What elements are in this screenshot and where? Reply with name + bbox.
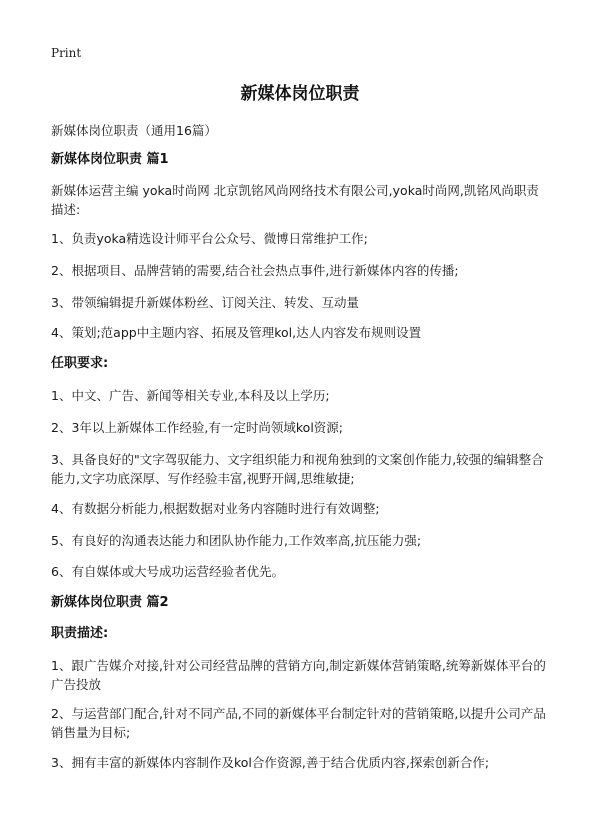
section2-duty-2: 2、与运营部门配合,针对不同产品,不同的新媒体平台制定针对的营销策略,以提升公司产品销售量为目标; (51, 706, 546, 740)
section1-description: 新媒体运营主编 yoka时尚网 北京凯铭风尚网络技术有限公司,yoka时尚网,凯铭风尚职责描述: (51, 183, 539, 217)
section2-duty-3: 3、拥有丰富的新媒体内容制作及kol合作资源,善于结合优质内容,探索创新合作; (51, 755, 490, 770)
print-label: Print (51, 46, 82, 60)
requirement-4: 4、有数据分析能力,根据数据对业务内容随时进行有效调整; (51, 501, 380, 516)
requirement-2: 2、3年以上新媒体工作经验,有一定时尚领域kol资源; (51, 420, 344, 435)
requirement-3: 3、具备良好的"文字驾驭能力、文字组织能力和视角独到的文案创作能力,较强的编辑整合能力,文字功底深厚、写作经验丰富,视野开阔,思维敏捷; (51, 452, 544, 486)
document-title: 新媒体岗位职责 (240, 84, 360, 104)
section2-heading: 新媒体岗位职责 篇2 (51, 595, 169, 610)
section2-duty-1: 1、跟广告媒介对接,针对公司经营品牌的营销方向,制定新媒体营销策略,统筹新媒体平台的广告投放 (51, 658, 546, 692)
section1-heading: 新媒体岗位职责 篇1 (51, 152, 169, 167)
section1-duty-1: 1、负责yoka精选设计师平台公众号、微博日常维护工作; (51, 231, 368, 246)
section1-duty-2: 2、根据项目、品牌营销的需要,结合社会热点事件,进行新媒体内容的传播; (51, 263, 459, 278)
section1-duty-4: 4、策划;范app中主题内容、拓展及管理kol,达人内容发布规则设置 (51, 325, 422, 340)
requirement-1: 1、中文、广告、新闻等相关专业,本科及以上学历; (51, 388, 330, 403)
requirement-5: 5、有良好的沟通表达能力和团队协作能力,工作效率高,抗压能力强; (51, 533, 422, 548)
requirement-6: 6、有自媒体或大号成功运营经验者优先。 (51, 564, 284, 579)
requirements-heading: 任职要求: (51, 356, 109, 371)
section2-duty-heading: 职责描述: (51, 626, 109, 641)
section1-duty-3: 3、带领编辑提升新媒体粉丝、订阅关注、转发、互动量 (51, 295, 359, 310)
intro-text: 新媒体岗位职责（通用16篇） (51, 123, 217, 138)
